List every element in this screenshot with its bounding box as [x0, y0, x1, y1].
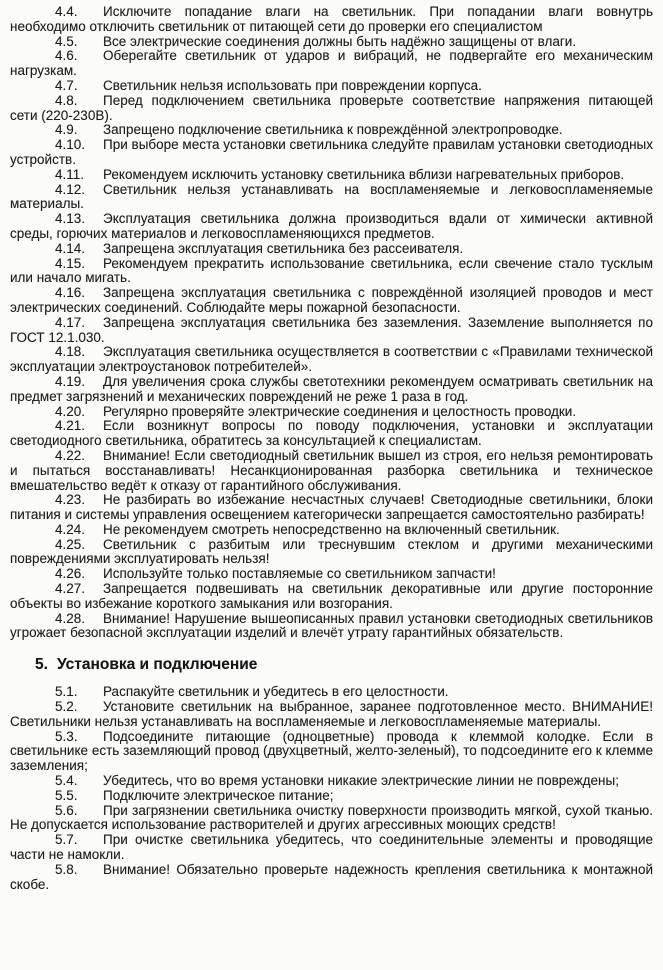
paragraph — [10, 168, 653, 183]
paragraph — [10, 582, 653, 612]
paragraph-number: 4.22. — [55, 447, 86, 463]
paragraph-number: 4.28. — [55, 610, 86, 626]
paragraph — [10, 730, 653, 774]
paragraph — [10, 774, 653, 789]
paragraph — [10, 804, 653, 834]
paragraph-number: 4.13. — [55, 211, 86, 227]
paragraph — [10, 123, 653, 138]
section-5-heading — [10, 655, 653, 674]
paragraph-number: 5.1. — [55, 684, 78, 700]
paragraph-number: 5.8. — [55, 861, 78, 877]
paragraph — [10, 449, 653, 493]
paragraph-text: Подключите электрическое питание; — [103, 787, 334, 803]
paragraph-number: 4.9. — [55, 122, 78, 138]
paragraph-number: 5.3. — [55, 728, 78, 744]
paragraph-number: 4.19. — [55, 373, 86, 389]
paragraph-text: Запрещена эксплуатация светильника без рассеивателя. — [103, 240, 464, 256]
paragraph-text: Используйте только поставляемые со светильником запчасти! — [103, 566, 496, 582]
paragraph-number: 4.4. — [55, 4, 78, 19]
section-5-heading-title: Установка и подключение — [57, 656, 258, 674]
paragraph-number: 4.25. — [55, 536, 86, 552]
paragraph-text: При загрязнении светильника очистку поверхности производить мягкой, сухой тканью. Не допускается использование растворителей и других агрессивных моющих средств! — [10, 802, 653, 833]
paragraph-text: Светильник с разбитым или треснувшим стеклом и другими механическими повреждениями эксплуатировать нельзя! — [10, 536, 653, 567]
paragraph-text: Внимание! Обязательно проверьте надежность крепления светильника к монтажной скобе. — [10, 861, 653, 892]
paragraph-text: Эксплуатация светильника осуществляется в соответствии с «Правилами технической эксплуатации электроустановок потребителей». — [10, 344, 653, 375]
paragraph — [10, 523, 653, 538]
paragraph-text: Рекомендуем исключить установку светильника вблизи нагревательных приборов. — [103, 166, 625, 182]
paragraph-number: 4.27. — [55, 581, 86, 597]
paragraph — [10, 316, 653, 346]
paragraph-text: Оберегайте светильник от ударов и вибраций, не подвергайте его механическим нагрузкам. — [10, 48, 653, 79]
paragraph-number: 4.5. — [55, 33, 78, 49]
paragraph-text: Перед подключением светильника проверьте соответствие напряжения питающей сети (220-230В). — [10, 92, 653, 123]
paragraph — [10, 538, 653, 568]
paragraph — [10, 789, 653, 804]
paragraph — [10, 138, 653, 168]
paragraph — [10, 375, 653, 405]
paragraph-number: 4.24. — [55, 521, 86, 537]
paragraph — [10, 419, 653, 449]
paragraph-text: Все электрические соединения должны быть надёжно защищены от влаги. — [103, 33, 577, 49]
paragraph-number: 4.8. — [55, 92, 78, 108]
paragraph-text: При очистке светильника убедитесь, что соединительные элементы и проводящие части не намокли. — [10, 832, 653, 863]
paragraph-text: Убедитесь, что во время установки никакие электрические линии не повреждены; — [103, 773, 619, 789]
paragraph-number: 4.11. — [55, 166, 85, 182]
paragraph — [10, 493, 653, 523]
paragraph — [10, 345, 653, 375]
paragraph-text: Регулярно проверяйте электрические соединения и целостность проводки. — [103, 403, 577, 419]
paragraph — [10, 212, 653, 242]
paragraph-text: Распакуйте светильник и убедитесь в его целостности. — [103, 684, 449, 700]
paragraph-number: 4.20. — [55, 403, 86, 419]
paragraph — [10, 685, 653, 700]
paragraph-number: 5.4. — [55, 773, 78, 789]
paragraph — [10, 35, 653, 50]
paragraph — [10, 257, 653, 287]
paragraph-text: Запрещена эксплуатация светильника без заземления. Заземление выполняется по ГОСТ 12.1.030. — [10, 314, 653, 345]
paragraph-text: Эксплуатация светильника должна производиться вдали от химически активной среды, горючих материалов и легковоспламеняющихся предметов. — [10, 211, 653, 241]
paragraph-text: Внимание! Нарушение вышеописанных правил установки светодиодных светильников угрожает безопасной эксплуатации изделий и влечёт утрату гарантийных обязательств. — [10, 610, 653, 641]
paragraph — [10, 833, 653, 863]
paragraph — [10, 286, 653, 316]
paragraph-number: 4.21. — [55, 418, 86, 434]
paragraph-number: 4.12. — [55, 181, 86, 197]
paragraph-text: Не разбирать во избежание несчастных случаев! Светодиодные светильники, блоки питания и системы управления освещением категорически запрещается самостоятельно разбирать! — [10, 492, 653, 523]
paragraph — [10, 94, 653, 124]
paragraph-text: Запрещается подвешивать на светильник декоративные или другие посторонние объекты во избежание короткого замыкания или возгорания. — [10, 581, 653, 611]
paragraph — [10, 79, 653, 94]
paragraph-number: 4.17. — [55, 314, 86, 330]
paragraph-number: 4.23. — [55, 492, 86, 508]
paragraph-text: Светильник нельзя использовать при повреждении корпуса. — [103, 77, 482, 93]
paragraph-text: Запрещено подключение светильника к повреждённой электропроводке. — [103, 122, 563, 138]
paragraph-text: Подсоедините питающие (одноцветные) провода к клеммой колодке. Если в светильнике есть заземляющий провод (двухцветный, желто-зеленый), то подсоедините его к клемме заземления; — [10, 728, 653, 774]
paragraph — [10, 242, 653, 257]
paragraph-number: 4.16. — [55, 285, 86, 301]
paragraph — [10, 567, 653, 582]
paragraph-number: 5.6. — [55, 802, 78, 818]
paragraph — [10, 183, 653, 213]
paragraph — [10, 405, 653, 420]
section-5-heading-number: 5. — [35, 656, 48, 674]
paragraph-number: 5.2. — [55, 699, 78, 715]
paragraph-text: Запрещена эксплуатация светильника с повреждённой изоляцией проводов и мест электрических соединений. Соблюдайте меры пожарной безопасности. — [10, 285, 653, 315]
paragraph-text: Рекомендуем прекратить использование светильника, если свечение стало тусклым или начало мигать. — [10, 255, 653, 286]
paragraph — [10, 49, 653, 79]
paragraph-text: При выборе места установки светильника следуйте правилам установки светодиодных устройств. — [10, 137, 653, 167]
paragraph-text: Светильник нельзя устанавливать на воспламеняемые и легковоспламеняемые материалы. — [10, 181, 653, 212]
paragraph-text: Если возникнут вопросы по поводу подключения, установки и эксплуатации светодиодного светильника, обратитесь за консультацией к специалистам. — [10, 418, 653, 449]
paragraph-number: 5.7. — [55, 832, 78, 848]
paragraph-text: Внимание! Если светодиодный светильник вышел из строя, его нельзя ремонтировать и пытаться восстанавливать! Несанкционированная разборка светильника и техническое вмешательство ведёт к отказу от гарантийного обслуживания. — [10, 447, 653, 493]
paragraph-text: Исключите попадание влаги на светильник. При попадании влаги вовнутрь необходимо отключить светильник от питающей сети до проверки его специалистом — [10, 4, 653, 34]
paragraph-number: 4.7. — [55, 77, 78, 93]
section-4-list — [10, 5, 653, 641]
paragraph-number: 4.15. — [55, 255, 86, 271]
paragraph-number: 4.26. — [55, 566, 86, 582]
paragraph — [10, 863, 653, 893]
paragraph-text: Не рекомендуем смотреть непосредственно на включенный светильник. — [103, 521, 560, 537]
paragraph — [10, 612, 653, 642]
paragraph-number: 5.5. — [55, 787, 78, 803]
paragraph — [10, 700, 653, 730]
paragraph-number: 4.10. — [55, 137, 86, 153]
paragraph-text: Для увеличения срока службы светотехники рекомендуем осматривать светильник на предмет загрязнений и механических повреждений не реже 1 раза в год. — [10, 373, 653, 404]
section-5-list — [10, 685, 653, 892]
paragraph-text: Установите светильник на выбранное, заранее подготовленное место. ВНИМАНИЕ! Светильники нельзя устанавливать на воспламеняемые и легковоспламеняемые материалы. — [10, 699, 653, 729]
paragraph — [10, 5, 653, 35]
paragraph-number: 4.6. — [55, 48, 78, 64]
paragraph-number: 4.18. — [55, 344, 86, 360]
paragraph-number: 4.14. — [55, 240, 86, 256]
